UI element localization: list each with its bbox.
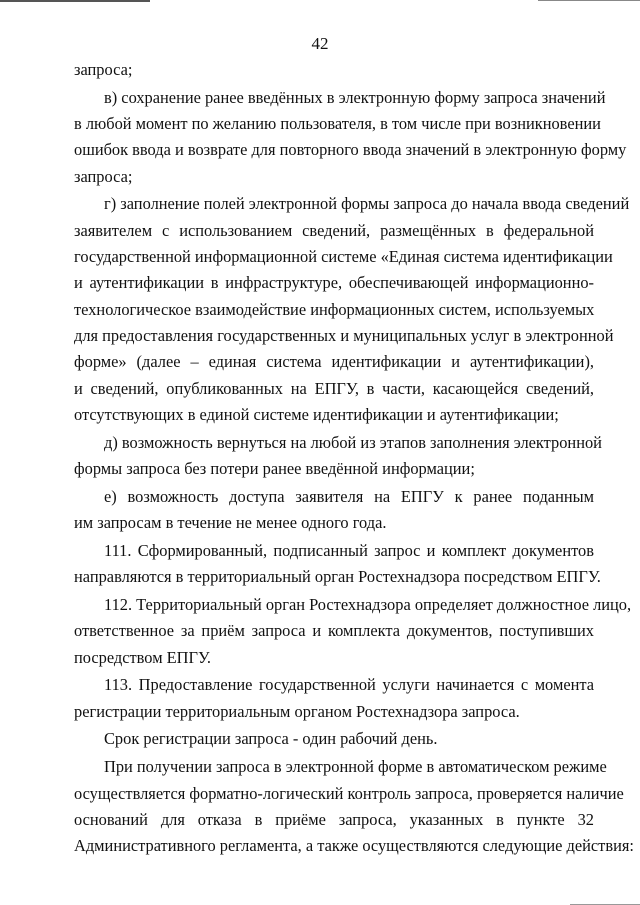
text-line: д) возможность вернуться на любой из этапов заполнения электронной (104, 432, 602, 452)
text-line: посредством ЕПГУ. (74, 647, 212, 667)
text-line: форме» (далее – единая система идентификации и аутентификации), (74, 352, 594, 372)
text-line: осуществляется форматно-логический контроль запроса, проверяется наличие (74, 783, 624, 803)
text-line: технологическое взаимодействие информационных систем, используемых (74, 299, 595, 319)
text-line: ответственное за приём запроса и комплекта документов, поступивших (74, 621, 594, 641)
page-number: 42 (311, 34, 329, 53)
text-line: запроса; (74, 60, 133, 79)
text-line: заявителем с использованием сведений, размещённых в федеральной (74, 220, 594, 240)
text-line: 113. Предоставление государственной услуги начинается с момента (104, 675, 594, 695)
text-line: для предоставления государственных и муниципальных услуг в электронной (74, 325, 614, 345)
top-scan-rule-right (538, 0, 640, 1)
top-scan-rule-left (0, 0, 150, 2)
text-line: им запросам в течение не менее одного года. (74, 513, 387, 533)
text-line: и сведений, опубликованных на ЕПГУ, в части, касающейся сведений, (74, 378, 594, 398)
text-line: Срок регистрации запроса - один рабочий день. (104, 729, 438, 749)
text-line: При получении запроса в электронной форме в автоматическом режиме (104, 757, 607, 777)
text-line: в любой момент по желанию пользователя, в том числе при возникновении (74, 114, 601, 134)
text-line: е) возможность доступа заявителя на ЕПГУ к ранее поданным (104, 486, 594, 506)
document-body (74, 57, 634, 859)
text-line: отсутствующих в единой системе идентификации и аутентификации; (74, 404, 559, 424)
text-line: в) сохранение ранее введённых в электронную форму запроса значений (104, 87, 606, 107)
text-line: 112. Территориальный орган Ростехнадзора определяет должностное лицо, (104, 594, 632, 614)
text-line: направляются в территориальный орган Ростехнадзора посредством ЕПГУ. (74, 567, 601, 587)
text-line: формы запроса без потери ранее введённой информации; (74, 458, 475, 478)
text-line: запроса; (74, 166, 133, 186)
text-line: г) заполнение полей электронной формы запроса до начала ввода сведений (104, 194, 630, 214)
text-line: регистрации территориальным органом Ростехнадзора запроса. (74, 701, 520, 721)
text-line: 111. Сформированный, подписанный запрос и комплект документов (104, 540, 594, 560)
text-line: оснований для отказа в приёме запроса, указанных в пункте 32 (74, 809, 594, 829)
text-line: Административного регламента, а также осуществляются следующие действия: (74, 836, 634, 856)
text-line: государственной информационной системе «Единая система идентификации (74, 247, 613, 267)
text-line: ошибок ввода и возврате для повторного ввода значений в электронную форму (74, 140, 627, 160)
text-line: и аутентификации в инфраструктуре, обеспечивающей информационно- (74, 273, 594, 293)
